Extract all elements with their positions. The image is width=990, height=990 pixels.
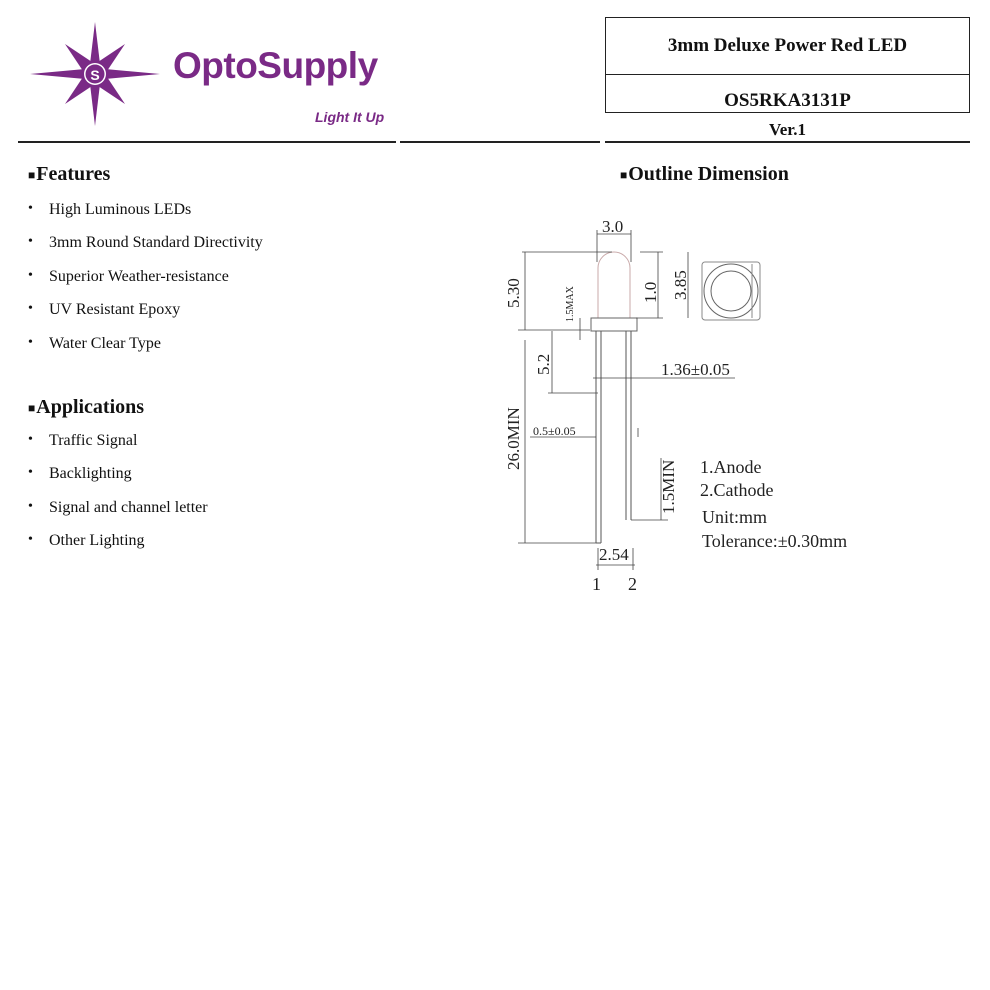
applications-list [28,432,208,566]
square-bullet-icon: ■ [28,401,36,415]
header-rule-left [18,141,396,143]
version-label: Ver.1 [769,120,806,139]
outline-dimension-drawing [500,205,900,605]
legend-anode: 1.Anode [700,457,762,477]
pin-1-label: 1 [592,574,601,594]
dim-lead-offset: 5.2 [534,353,553,375]
square-bullet-icon: ■ [620,168,628,182]
bullet-dot-icon: • [28,234,33,250]
list-item: • Traffic Signal [28,432,138,449]
pin-2-label: 2 [628,574,637,594]
outline-heading: ■Outline Dimension [620,163,789,185]
legend-unit: Unit:mm [702,507,768,527]
dim-cathode-step: 1.5MIN [659,459,678,514]
title-box [605,17,970,113]
dim-dome: 1.0 [641,281,660,303]
bullet-dot-icon: • [28,532,33,548]
list-item: • Backlighting [28,465,132,483]
bullet-dot-icon: • [28,201,33,216]
list-item: • High Luminous LEDs [28,201,192,218]
dim-lead-length: 26.0MIN [504,407,523,470]
list-item: • Other Lighting [28,532,145,550]
list-item: • Superior Weather-resistance [28,267,229,285]
list-item: • Water Clear Type [28,334,161,352]
dim-flange-width: 1.36±0.05 [661,360,730,379]
part-number: OS5RKA3131P [724,90,851,111]
bullet-dot-icon: • [28,498,33,514]
features-list [28,201,263,368]
product-title: 3mm Deluxe Power Red LED [606,18,969,75]
bullet-dot-icon: • [28,334,33,350]
dim-top-width: 3.0 [602,217,624,236]
tagline: Light It Up [315,109,385,125]
list-item: • UV Resistant Epoxy [28,301,181,319]
dim-flange-max: 1.5MAX [565,286,576,322]
header-rule-middle [400,141,600,143]
dim-diameter: 3.85 [671,270,690,300]
list-item: • 3mm Round Standard Directivity [28,234,263,252]
bullet-dot-icon: • [28,267,33,283]
led-end-view [702,262,760,320]
features-heading: ■Features [28,163,111,185]
legend-cathode: 2.Cathode [700,480,774,500]
bullet-dot-icon: • [28,465,33,481]
logo-letter: S [90,67,100,83]
list-item: • Signal and channel letter [28,498,208,516]
square-bullet-icon: ■ [28,168,36,182]
dim-pitch: 2.54 [599,545,629,564]
bullet-dot-icon: • [28,432,33,447]
bullet-dot-icon: • [28,301,33,317]
legend-tolerance: Tolerance:±0.30mm [702,531,848,551]
led-outline [591,252,637,543]
dim-lead-width: 0.5±0.05 [533,424,576,438]
dim-body-height: 5.30 [504,278,523,308]
header-rule-right [605,141,970,143]
brand-name: OptoSupply [173,45,378,86]
applications-heading: ■Applications [28,396,145,418]
